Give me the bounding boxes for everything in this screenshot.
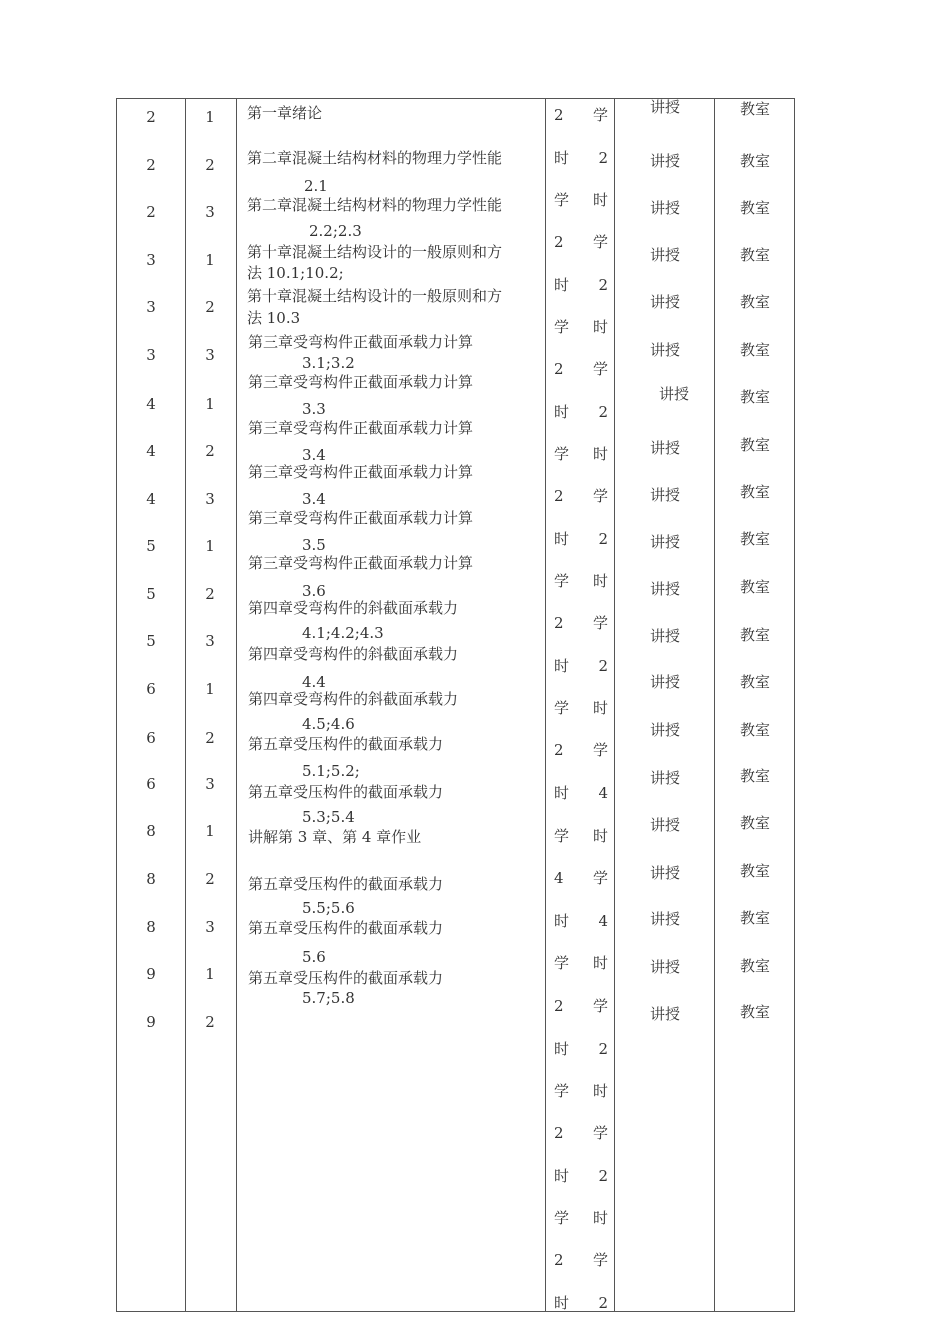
method-cell: 讲授 [650,721,681,739]
content-line: 第三章受弯构件正截面承载力计算 [248,509,474,527]
hours-char: 学 [554,954,570,972]
hours-line [554,318,608,336]
week-cell: 2 [146,203,156,221]
hours-char: 学 [554,318,570,336]
hours-char: 学 [592,614,608,632]
hours-char: 时 [592,827,608,845]
content-line: 第三章受弯构件正截面承载力计算 [248,419,474,437]
hours-char: 学 [592,1251,608,1269]
week-cell: 3 [146,251,156,269]
content-line: 第十章混凝土结构设计的一般原则和方 [247,243,503,261]
content-line: 第四章受弯构件的斜截面承载力 [248,690,459,708]
week-cell: 8 [146,870,156,888]
location-cell: 教室 [740,246,771,264]
hours-char: 学 [592,741,608,759]
location-cell: 教室 [740,530,771,548]
session-cell: 3 [205,346,215,364]
hours-char: 2 [554,997,564,1015]
content-line: 4.1;4.2;4.3 [302,624,384,642]
hours-line [554,614,608,632]
content-line: 讲解第 3 章、第 4 章作业 [248,828,422,846]
hours-char: 学 [554,191,570,209]
hours-char: 学 [592,869,608,887]
hours-line [554,699,608,717]
method-cell: 讲授 [650,341,681,359]
method-cell: 讲授 [650,1005,681,1023]
location-cell: 教室 [740,341,771,359]
location-cell: 教室 [740,1003,771,1021]
location-cell: 教室 [740,199,771,217]
hours-char: 2 [554,233,564,251]
content-line: 第二章混凝土结构材料的物理力学性能 [247,149,503,167]
content-line: 法 10.3 [247,309,301,327]
content-line: 3.4 [302,490,326,508]
location-cell: 教室 [740,483,771,501]
hours-char: 学 [592,997,608,1015]
hours-char: 时 [554,530,570,548]
hours-char: 2 [598,1294,608,1312]
week-cell: 2 [146,108,156,126]
hours-char: 学 [554,699,570,717]
content-line: 3.3 [302,400,326,418]
location-cell: 教室 [740,767,771,785]
hours-char: 2 [554,360,564,378]
content-line: 第五章受压构件的截面承载力 [248,783,444,801]
session-cell: 1 [205,251,215,269]
week-cell: 2 [146,156,156,174]
location-cell: 教室 [740,152,771,170]
hours-char: 4 [598,912,608,930]
hours-line [554,912,608,930]
location-cell: 教室 [740,100,771,118]
hours-char: 时 [592,1209,608,1227]
hours-char: 2 [598,403,608,421]
session-cell: 1 [205,537,215,555]
week-cell: 9 [146,1013,156,1031]
week-cell: 3 [146,346,156,364]
content-line: 4.4 [302,673,326,691]
hours-char: 2 [554,614,564,632]
method-cell: 讲授 [650,293,681,311]
hours-line [554,106,608,124]
hours-char: 时 [592,699,608,717]
content-line: 5.3;5.4 [302,808,355,826]
hours-char: 学 [554,572,570,590]
hours-line [554,360,608,378]
method-cell: 讲授 [650,580,681,598]
hours-char: 时 [554,657,570,675]
hours-char: 2 [554,106,564,124]
hours-char: 学 [592,106,608,124]
content-line: 第一章绪论 [247,104,323,122]
location-cell: 教室 [740,436,771,454]
location-cell: 教室 [740,388,771,406]
method-cell: 讲授 [650,246,681,264]
session-cell: 3 [205,203,215,221]
location-cell: 教室 [740,578,771,596]
session-cell: 1 [205,965,215,983]
column-divider [236,98,237,1312]
content-line: 第三章受弯构件正截面承载力计算 [248,333,474,351]
hours-char: 时 [554,1167,570,1185]
hours-char: 2 [554,1124,564,1142]
column-divider [185,98,186,1312]
hours-char: 学 [554,827,570,845]
hours-char: 学 [592,360,608,378]
location-cell: 教室 [740,293,771,311]
session-cell: 2 [205,585,215,603]
hours-char: 时 [554,784,570,802]
hours-char: 时 [554,403,570,421]
hours-char: 2 [554,487,564,505]
hours-line [554,403,608,421]
hours-char: 2 [598,276,608,294]
hours-char: 时 [554,1294,570,1312]
column-divider [545,98,546,1312]
hours-char: 2 [554,1251,564,1269]
content-line: 第三章受弯构件正截面承载力计算 [248,373,474,391]
session-cell: 1 [205,395,215,413]
hours-char: 时 [592,191,608,209]
hours-line [554,233,608,251]
hours-char: 时 [592,1082,608,1100]
content-line: 第十章混凝土结构设计的一般原则和方 [247,287,503,305]
method-cell: 讲授 [650,958,681,976]
method-cell: 讲授 [650,673,681,691]
content-line: 第三章受弯构件正截面承载力计算 [248,554,474,572]
hours-char: 学 [592,1124,608,1142]
hours-line [554,1251,608,1269]
week-cell: 5 [146,632,156,650]
method-cell: 讲授 [650,816,681,834]
method-cell: 讲授 [650,199,681,217]
hours-line [554,1209,608,1227]
hours-line [554,869,608,887]
week-cell: 6 [146,775,156,793]
content-line: 第三章受弯构件正截面承载力计算 [248,463,474,481]
hours-line [554,827,608,845]
hours-char: 时 [554,1040,570,1058]
content-line: 5.7;5.8 [302,989,355,1007]
content-line: 5.6 [302,948,326,966]
hours-line [554,784,608,802]
hours-char: 时 [592,445,608,463]
hours-char: 学 [592,487,608,505]
hours-char: 2 [554,741,564,759]
week-cell: 8 [146,918,156,936]
hours-line [554,530,608,548]
hours-line [554,1040,608,1058]
content-line: 5.5;5.6 [302,899,355,917]
hours-char: 时 [554,912,570,930]
location-cell: 教室 [740,721,771,739]
week-cell: 5 [146,537,156,555]
hours-line [554,445,608,463]
session-cell: 1 [205,108,215,126]
session-cell: 3 [205,632,215,650]
method-cell: 讲授 [650,533,681,551]
location-cell: 教室 [740,957,771,975]
week-cell: 6 [146,680,156,698]
week-cell: 4 [146,490,156,508]
hours-line [554,1082,608,1100]
content-line: 5.1;5.2; [302,762,360,780]
method-cell: 讲授 [650,439,681,457]
session-cell: 2 [205,156,215,174]
hours-char: 2 [598,657,608,675]
hours-char: 学 [592,233,608,251]
week-cell: 6 [146,729,156,747]
location-cell: 教室 [740,814,771,832]
content-line: 4.5;4.6 [302,715,355,733]
hours-char: 时 [554,276,570,294]
week-cell: 4 [146,395,156,413]
location-cell: 教室 [740,909,771,927]
hours-char: 2 [598,1040,608,1058]
hours-line [554,276,608,294]
method-cell: 讲授 [650,864,681,882]
week-cell: 4 [146,442,156,460]
method-cell: 讲授 [650,486,681,504]
content-line: 2.2;2.3 [309,222,362,240]
content-line: 3.1;3.2 [302,354,355,372]
location-cell: 教室 [740,862,771,880]
hours-char: 2 [598,530,608,548]
week-cell: 3 [146,298,156,316]
session-cell: 2 [205,442,215,460]
hours-line [554,997,608,1015]
hours-line [554,1124,608,1142]
hours-char: 学 [554,445,570,463]
hours-line [554,1294,608,1312]
hours-char: 2 [598,1167,608,1185]
content-line: 第二章混凝土结构材料的物理力学性能 [247,196,503,214]
hours-char: 2 [598,149,608,167]
hours-char: 学 [554,1082,570,1100]
week-cell: 8 [146,822,156,840]
session-cell: 3 [205,775,215,793]
content-line: 3.5 [302,536,326,554]
session-cell: 1 [205,822,215,840]
hours-char: 4 [598,784,608,802]
location-cell: 教室 [740,626,771,644]
method-cell: 讲授 [650,152,681,170]
hours-line [554,191,608,209]
week-cell: 9 [146,965,156,983]
hours-char: 时 [592,572,608,590]
content-line: 第五章受压构件的截面承载力 [248,875,444,893]
content-line: 法 10.1;10.2; [247,264,344,282]
content-line: 第四章受弯构件的斜截面承载力 [248,645,459,663]
column-divider [614,98,615,1312]
content-line: 第五章受压构件的截面承载力 [248,919,444,937]
hours-line [554,741,608,759]
content-line: 3.6 [302,582,326,600]
content-line: 第五章受压构件的截面承载力 [248,735,444,753]
session-cell: 3 [205,918,215,936]
hours-char: 时 [554,149,570,167]
hours-line [554,1167,608,1185]
hours-line [554,954,608,972]
location-cell: 教室 [740,673,771,691]
hours-char: 4 [554,869,564,887]
method-cell: 讲授 [650,98,681,116]
session-cell: 2 [205,1013,215,1031]
session-cell: 3 [205,490,215,508]
content-line: 第五章受压构件的截面承载力 [248,969,444,987]
content-line: 第四章受弯构件的斜截面承载力 [248,599,459,617]
method-cell: 讲授 [650,627,681,645]
session-cell: 1 [205,680,215,698]
content-line: 3.4 [302,446,326,464]
session-cell: 2 [205,298,215,316]
hours-char: 时 [592,318,608,336]
session-cell: 2 [205,870,215,888]
hours-line [554,657,608,675]
hours-line [554,572,608,590]
content-line: 2.1 [304,177,328,195]
method-cell: 讲授 [659,385,690,403]
session-cell: 2 [205,729,215,747]
hours-char: 时 [592,954,608,972]
column-divider [714,98,715,1312]
method-cell: 讲授 [650,769,681,787]
hours-char: 学 [554,1209,570,1227]
hours-line [554,149,608,167]
method-cell: 讲授 [650,910,681,928]
week-cell: 5 [146,585,156,603]
hours-line [554,487,608,505]
